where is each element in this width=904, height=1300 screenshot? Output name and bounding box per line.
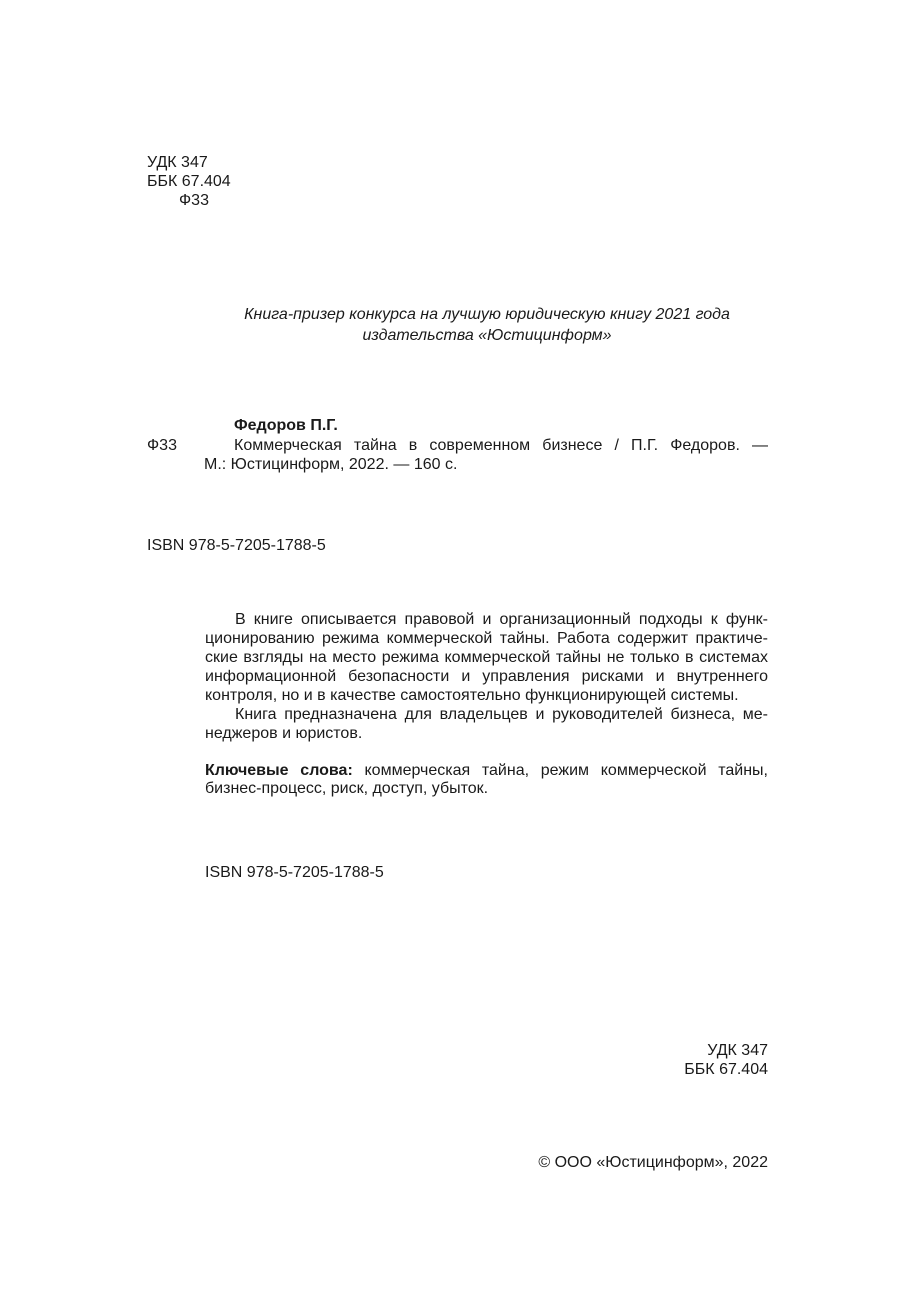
abstract-line: неджеров и юристов. bbox=[205, 725, 363, 742]
award-note bbox=[150, 304, 824, 346]
abstract-line: ские взгляды на место режима коммерческой тайны не только в системах bbox=[205, 649, 768, 666]
author-mark: Ф33 bbox=[179, 192, 209, 209]
keywords-label: Ключевые слова: bbox=[205, 762, 353, 779]
classification-bottom bbox=[600, 1041, 768, 1079]
biblio-line: Коммерческая тайна в современном бизнесе / П.Г. Федоров. — bbox=[234, 437, 768, 454]
award-note-line: издательства «Юстицинформ» bbox=[362, 327, 612, 344]
bibliographic-description bbox=[204, 436, 768, 474]
keywords-list: коммерческая тайна, режим коммерческой тайны, bbox=[352, 762, 768, 779]
abstract-line: В книге описывается правовой и организационный подходы к функ- bbox=[235, 611, 768, 628]
abstract-line: контроля, но и в качестве самостоятельно функционирующей системы. bbox=[205, 687, 739, 704]
author-name: Федоров П.Г. bbox=[234, 417, 338, 434]
isbn-inner: ISBN 978-5-7205-1788-5 bbox=[205, 864, 384, 881]
abstract-line: ционированию режима коммерческой тайны. Работа содержит практиче- bbox=[205, 630, 768, 647]
award-note-line: Книга-призер конкурса на лучшую юридическую книгу 2021 года bbox=[244, 306, 730, 323]
classification-top bbox=[147, 153, 231, 210]
biblio-line: М.: Юстицинформ, 2022. — 160 с. bbox=[204, 456, 458, 473]
udk-code: УДК 347 bbox=[707, 1042, 768, 1059]
abstract bbox=[205, 610, 768, 743]
bbk-code: ББК 67.404 bbox=[684, 1061, 768, 1078]
keywords-line: бизнес-процесс, риск, доступ, убыток. bbox=[205, 780, 489, 797]
abstract-line: Книга предназначена для владельцев и руководителей бизнеса, ме- bbox=[235, 706, 768, 723]
keywords bbox=[205, 761, 768, 798]
bbk-code: ББК 67.404 bbox=[147, 173, 231, 190]
keywords-line bbox=[205, 761, 768, 780]
isbn-record: ISBN 978-5-7205-1788-5 bbox=[147, 537, 326, 554]
abstract-line: информационной безопасности и управления рисками и внутреннего bbox=[205, 668, 768, 685]
udk-code: УДК 347 bbox=[147, 154, 208, 171]
copyright-notice: © ООО «Юстицинформ», 2022 bbox=[538, 1154, 768, 1171]
record-author-mark: Ф33 bbox=[147, 437, 177, 454]
